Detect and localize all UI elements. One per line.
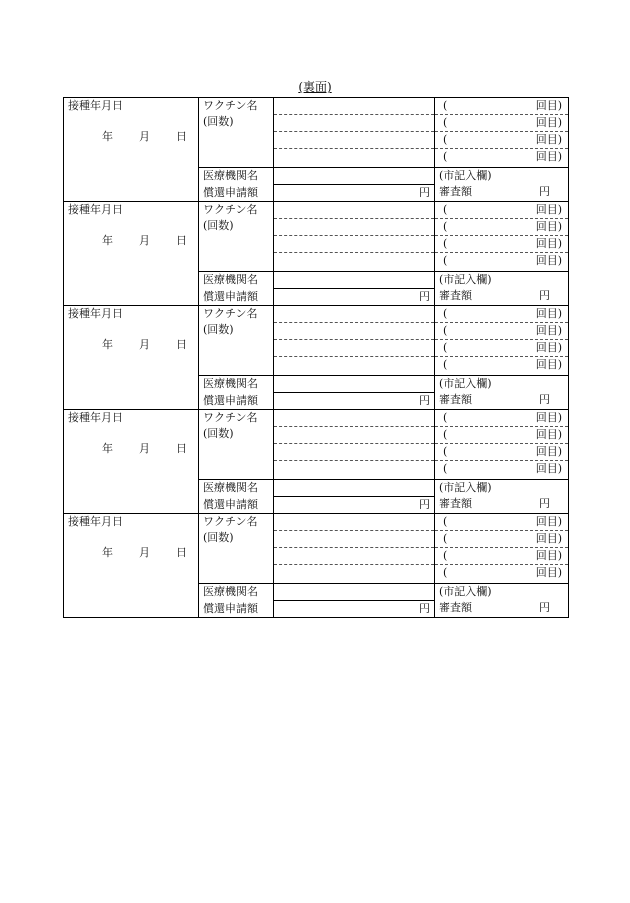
vaccination-date-fields: [68, 233, 194, 249]
vaccine-name-input[interactable]: [274, 149, 435, 168]
vaccine-name-input[interactable]: [274, 98, 435, 115]
institution-input[interactable]: [274, 376, 435, 393]
reimbursement-yen-label: 円: [419, 394, 430, 407]
year-label: 年: [102, 546, 113, 559]
month-label: 月: [139, 546, 150, 559]
dose-number-field[interactable]: ( 回目): [435, 444, 569, 461]
year-label: 年: [102, 130, 113, 143]
vaccination-date-fields: [68, 129, 194, 145]
review-amount-row: [439, 184, 564, 200]
review-yen-label: 円: [539, 185, 550, 198]
reimbursement-amount-input[interactable]: [274, 601, 435, 618]
dose-number-field[interactable]: ( 回目): [435, 565, 569, 584]
review-yen-label: 円: [539, 289, 550, 302]
vaccine-name-input[interactable]: [274, 236, 435, 253]
reimbursement-amount-label: 償還申請額: [199, 289, 274, 306]
dose-number-field[interactable]: ( 回目): [435, 202, 569, 219]
review-amount-row: [439, 288, 564, 304]
vaccine-name-input[interactable]: [274, 410, 435, 427]
reimbursement-amount-input[interactable]: [274, 497, 435, 514]
vaccination-record-table: [63, 97, 569, 618]
city-use-box[interactable]: [435, 272, 569, 306]
vaccine-name-label: ワクチン名: [203, 203, 258, 216]
vaccine-name-label: ワクチン名: [203, 515, 258, 528]
vaccine-name-input[interactable]: [274, 531, 435, 548]
reimbursement-amount-input[interactable]: [274, 393, 435, 410]
dose-number-field[interactable]: ( 回目): [435, 236, 569, 253]
record-block: [64, 306, 569, 323]
vaccine-name-input[interactable]: [274, 340, 435, 357]
vaccine-name-label-cell: [199, 202, 274, 272]
vaccine-name-input[interactable]: [274, 444, 435, 461]
vaccine-name-input[interactable]: [274, 115, 435, 132]
vaccine-name-label-cell: [199, 306, 274, 376]
vaccine-name-label-cell: [199, 98, 274, 168]
vaccine-name-input[interactable]: [274, 357, 435, 376]
vaccination-date-label: 接種年月日: [68, 515, 123, 528]
day-label: 日: [176, 130, 187, 143]
vaccine-name-input[interactable]: [274, 132, 435, 149]
dose-number-field[interactable]: ( 回目): [435, 98, 569, 115]
month-label: 月: [139, 234, 150, 247]
dose-number-field[interactable]: ( 回目): [435, 115, 569, 132]
vaccination-date-cell[interactable]: [64, 98, 199, 202]
vaccination-date-fields: [68, 545, 194, 561]
vaccine-name-label: ワクチン名: [203, 307, 258, 320]
review-amount-label: 審査額: [439, 497, 472, 510]
dose-number-field[interactable]: ( 回目): [435, 531, 569, 548]
vaccination-date-label: 接種年月日: [68, 411, 123, 424]
vaccination-date-label: 接種年月日: [68, 307, 123, 320]
vaccine-name-input[interactable]: [274, 514, 435, 531]
review-amount-row: [439, 600, 564, 616]
dose-number-field[interactable]: ( 回目): [435, 427, 569, 444]
dose-count-label: (回数): [203, 531, 234, 544]
dose-number-field[interactable]: ( 回目): [435, 306, 569, 323]
day-label: 日: [176, 338, 187, 351]
institution-label: 医療機関名: [199, 584, 274, 601]
reimbursement-amount-label: 償還申請額: [199, 185, 274, 202]
vaccine-name-input[interactable]: [274, 565, 435, 584]
dose-number-field[interactable]: ( 回目): [435, 219, 569, 236]
vaccination-date-cell[interactable]: [64, 306, 199, 410]
institution-label: 医療機関名: [199, 272, 274, 289]
city-use-label: (市記入欄): [439, 169, 492, 182]
city-use-label: (市記入欄): [439, 481, 492, 494]
month-label: 月: [139, 338, 150, 351]
reimbursement-amount-label: 償還申請額: [199, 497, 274, 514]
vaccination-date-fields: [68, 337, 194, 353]
dose-number-field[interactable]: ( 回目): [435, 548, 569, 565]
vaccine-name-label-cell: [199, 410, 274, 480]
dose-number-field[interactable]: ( 回目): [435, 357, 569, 376]
reimbursement-amount-input[interactable]: [274, 289, 435, 306]
dose-number-field[interactable]: ( 回目): [435, 410, 569, 427]
year-label: 年: [102, 234, 113, 247]
institution-input[interactable]: [274, 168, 435, 185]
vaccine-name-input[interactable]: [274, 202, 435, 219]
record-block: [64, 410, 569, 427]
review-yen-label: 円: [539, 497, 550, 510]
city-use-box[interactable]: [435, 168, 569, 202]
review-amount-label: 審査額: [439, 289, 472, 302]
reimbursement-yen-label: 円: [419, 186, 430, 199]
vaccine-name-input[interactable]: [274, 461, 435, 480]
day-label: 日: [176, 546, 187, 559]
reimbursement-amount-label: 償還申請額: [199, 601, 274, 618]
dose-number-field[interactable]: ( 回目): [435, 514, 569, 531]
vaccine-name-input[interactable]: [274, 306, 435, 323]
year-label: 年: [102, 338, 113, 351]
month-label: 月: [139, 130, 150, 143]
vaccine-name-input[interactable]: [274, 548, 435, 565]
vaccine-name-label: ワクチン名: [203, 99, 258, 112]
vaccine-name-label: ワクチン名: [203, 411, 258, 424]
review-amount-row: [439, 496, 564, 512]
review-amount-row: [439, 392, 564, 408]
page-title: (裏面): [298, 80, 332, 94]
dose-count-label: (回数): [203, 323, 234, 336]
month-label: 月: [139, 442, 150, 455]
vaccine-name-label-cell: [199, 514, 274, 584]
day-label: 日: [176, 234, 187, 247]
reimbursement-yen-label: 円: [419, 602, 430, 615]
dose-number-field[interactable]: ( 回目): [435, 253, 569, 272]
reimbursement-yen-label: 円: [419, 290, 430, 303]
review-yen-label: 円: [539, 393, 550, 406]
vaccination-date-cell[interactable]: [64, 410, 199, 514]
city-use-box[interactable]: [435, 480, 569, 514]
vaccination-date-label: 接種年月日: [68, 203, 123, 216]
day-label: 日: [176, 442, 187, 455]
reimbursement-amount-input[interactable]: [274, 185, 435, 202]
dose-number-field[interactable]: ( 回目): [435, 323, 569, 340]
dose-count-label: (回数): [203, 219, 234, 232]
reimbursement-yen-label: 円: [419, 498, 430, 511]
dose-count-label: (回数): [203, 115, 234, 128]
review-yen-label: 円: [539, 601, 550, 614]
review-amount-label: 審査額: [439, 601, 472, 614]
institution-label: 医療機関名: [199, 480, 274, 497]
record-block: [64, 514, 569, 531]
city-use-label: (市記入欄): [439, 273, 492, 286]
vaccination-date-cell[interactable]: [64, 514, 199, 618]
city-use-label: (市記入欄): [439, 377, 492, 390]
vaccine-name-input[interactable]: [274, 427, 435, 444]
institution-input[interactable]: [274, 584, 435, 601]
vaccination-date-fields: [68, 441, 194, 457]
review-amount-label: 審査額: [439, 393, 472, 406]
dose-count-label: (回数): [203, 427, 234, 440]
institution-label: 医療機関名: [199, 376, 274, 393]
city-use-box[interactable]: [435, 376, 569, 410]
vaccine-name-input[interactable]: [274, 253, 435, 272]
vaccine-name-input[interactable]: [274, 219, 435, 236]
dose-number-field[interactable]: ( 回目): [435, 149, 569, 168]
dose-number-field[interactable]: ( 回目): [435, 132, 569, 149]
record-block: [64, 202, 569, 219]
year-label: 年: [102, 442, 113, 455]
institution-label: 医療機関名: [199, 168, 274, 185]
dose-number-field[interactable]: ( 回目): [435, 461, 569, 480]
vaccination-date-cell[interactable]: [64, 202, 199, 306]
institution-input[interactable]: [274, 480, 435, 497]
reimbursement-amount-label: 償還申請額: [199, 393, 274, 410]
dose-number-field[interactable]: ( 回目): [435, 340, 569, 357]
review-amount-label: 審査額: [439, 185, 472, 198]
institution-input[interactable]: [274, 272, 435, 289]
city-use-box[interactable]: [435, 584, 569, 618]
record-block: [64, 98, 569, 115]
vaccination-date-label: 接種年月日: [68, 99, 123, 112]
vaccine-name-input[interactable]: [274, 323, 435, 340]
city-use-label: (市記入欄): [439, 585, 492, 598]
